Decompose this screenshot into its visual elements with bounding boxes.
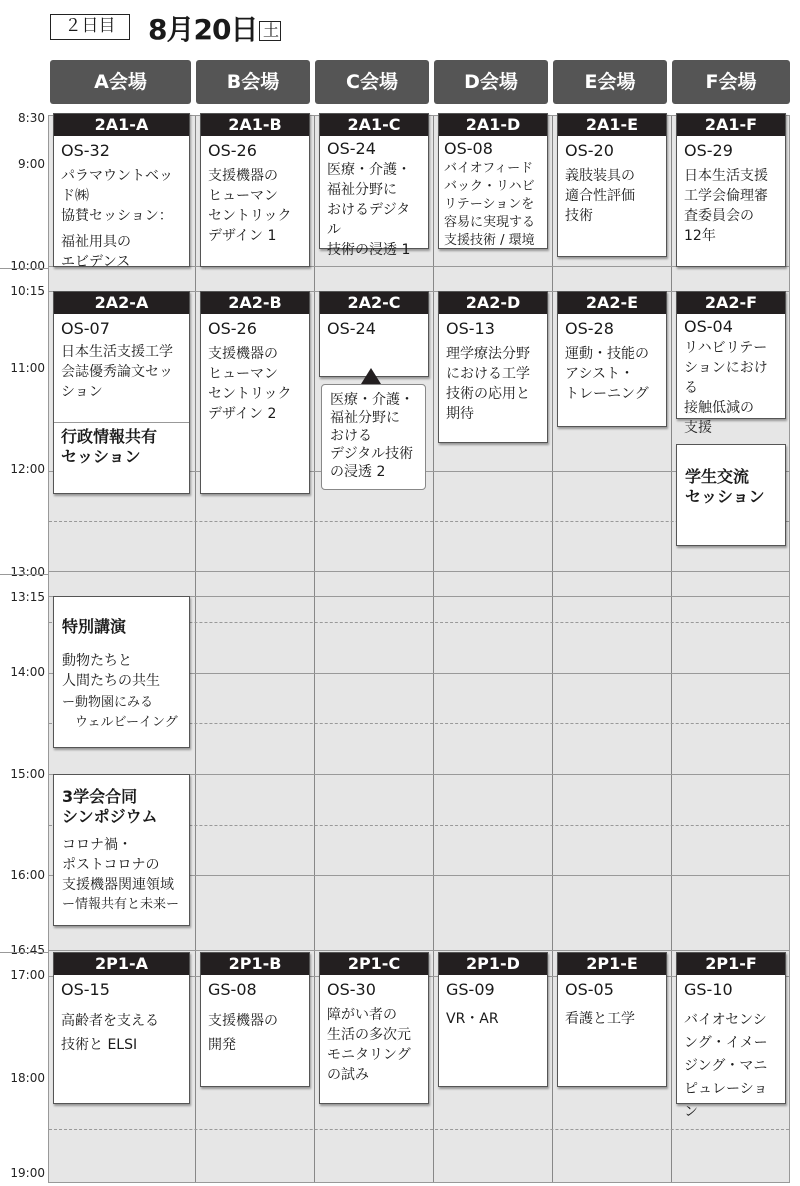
column-divider — [195, 116, 196, 1182]
time-label: 16:45 — [10, 943, 45, 957]
session-title: 障がい者の 生活の多次元 モニタリング の試み — [327, 1007, 411, 1083]
session-card-2A1-F[interactable] — [676, 113, 786, 267]
session-2A2-C-note: 医療・介護・ 福祉分野に おける デジタル技術 の浸透 2 — [321, 384, 426, 490]
session-title: 支援機器の ヒューマン セントリック デザイン 2 — [208, 346, 292, 422]
symposium-text: コロナ禍・ ポストコロナの 支援機器関連領域 — [62, 837, 174, 893]
session-code: OS-26 — [208, 319, 257, 338]
time-label: 18:00 — [10, 1071, 45, 1085]
session-id: 2P1-A — [54, 953, 189, 975]
session-code: GS-10 — [684, 980, 733, 999]
divider — [54, 422, 189, 423]
session-card-2A2-A[interactable] — [53, 291, 190, 494]
special-lecture-card[interactable] — [53, 596, 190, 748]
column-divider — [671, 116, 672, 1182]
session-title: 支援機器の 開発 — [208, 1013, 278, 1053]
hour-line — [49, 950, 789, 951]
session-id: 2A2-C — [320, 292, 428, 314]
session-code: OS-07 — [61, 319, 110, 338]
session-code: OS-24 — [327, 319, 376, 338]
session-card-2A1-D[interactable] — [438, 113, 548, 249]
session-card-2P1-F[interactable] — [676, 952, 786, 1120]
session-card-2P1-D[interactable] — [438, 952, 548, 1087]
session-id: 2P1-C — [320, 953, 428, 975]
time-label: 13:00 — [10, 565, 45, 579]
session-id: 2A2-B — [201, 292, 309, 314]
session-id: 2P1-E — [558, 953, 666, 975]
session-title: 日本生活支援 工学会倫理審 査委員会の 12年 — [684, 168, 768, 244]
date-title — [148, 8, 281, 48]
time-tick — [0, 952, 48, 953]
session-card-2A1-C[interactable] — [319, 113, 429, 258]
time-label: 17:00 — [10, 968, 45, 982]
session-code: OS-04 — [684, 317, 733, 336]
time-label: 12:00 — [10, 462, 45, 476]
session-title: VR・AR — [446, 1011, 499, 1027]
session-subtitle: 福祉用具の エビデンス — [61, 234, 131, 270]
hour-line — [49, 571, 789, 572]
session-id: 2A1-D — [439, 114, 547, 136]
session-code: OS-29 — [684, 141, 733, 160]
session-id: 2A2-E — [558, 292, 666, 314]
time-label: 8:30 — [18, 111, 45, 125]
special-lecture-title: 特別講演 — [62, 617, 127, 636]
session-card-2P1-E[interactable] — [557, 952, 667, 1087]
room-e: E会場 — [553, 60, 667, 104]
column-divider — [552, 116, 553, 1182]
room-a: A会場 — [50, 60, 191, 104]
session-title: バイオフィード バック・リハビ リテーションを 容易に実現する 支援技術 / 環境 — [444, 161, 536, 248]
time-label: 9:00 — [18, 157, 45, 171]
session-id: 2A2-F — [677, 292, 785, 314]
session-code: OS-15 — [61, 980, 110, 999]
symposium-card[interactable] — [53, 774, 190, 926]
student-session-title: 学生交流 セッション — [685, 467, 765, 506]
session-id: 2A1-C — [320, 114, 428, 136]
column-divider — [314, 116, 315, 1182]
session-title: リハビリテー ションにおける 接触低減の 支援 — [684, 340, 768, 436]
session-id: 2A1-F — [677, 114, 785, 136]
session-code: OS-20 — [565, 141, 614, 160]
symposium-title: 3学会合同 シンポジウム — [62, 787, 158, 826]
date-text: 8月20日 — [148, 13, 258, 46]
session-title: 医療・介護・ 福祉分野に おけるデジタル 技術の浸透 1 — [327, 162, 411, 258]
session-card-2A1-A[interactable] — [53, 113, 190, 270]
half-hour-line — [49, 1129, 789, 1130]
session-card-2A2-F[interactable] — [676, 291, 786, 436]
session-code: OS-30 — [327, 980, 376, 999]
session-card-2P1-C[interactable] — [319, 952, 429, 1104]
time-label: 13:15 — [10, 590, 45, 604]
student-session-card[interactable] — [676, 444, 786, 546]
room-d: D会場 — [434, 60, 548, 104]
time-tick — [0, 574, 48, 575]
session-id: 2P1-F — [677, 953, 785, 975]
session-code: OS-26 — [208, 141, 257, 160]
session-code: OS-08 — [444, 139, 493, 158]
session-id: 2A2-A — [54, 292, 189, 314]
session-code: OS-05 — [565, 980, 614, 999]
arrow-up-icon — [361, 368, 381, 384]
session-id: 2A2-D — [439, 292, 547, 314]
session-card-2A1-B[interactable] — [200, 113, 310, 267]
session-title: 支援機器の ヒューマン セントリック デザイン 1 — [208, 168, 292, 244]
session-id: 2P1-B — [201, 953, 309, 975]
session-card-2A1-E[interactable] — [557, 113, 667, 257]
session-title: 看護と工学 — [565, 1011, 635, 1027]
day-of-week: 土 — [259, 21, 281, 41]
column-divider — [433, 116, 434, 1182]
special-lecture-subtitle: ー動物園にみる ウェルビーイング — [62, 695, 178, 730]
session-card-2A2-C[interactable] — [319, 291, 429, 377]
room-f: F会場 — [672, 60, 790, 104]
session-card-2A2-B[interactable] — [200, 291, 310, 494]
session-id: 2A1-A — [54, 114, 189, 136]
time-label: 10:00 — [10, 259, 45, 273]
session-title: 高齢者を支える 技術と ELSI — [61, 1013, 159, 1053]
session-title: 運動・技能の アシスト・ トレーニング — [565, 346, 649, 402]
session-title: バイオセンシ ング・イメー ジング・マニ ピュレーション — [684, 1012, 768, 1120]
session-code: OS-13 — [446, 319, 495, 338]
symposium-subtitle: ー情報共有と未来ー — [62, 897, 180, 912]
session-title: 義肢装具の 適合性評価 技術 — [565, 168, 635, 224]
session-card-2P1-A[interactable] — [53, 952, 190, 1104]
special-lecture-text: 動物たちと 人間たちの共生 — [62, 653, 160, 689]
session-card-2P1-B[interactable] — [200, 952, 310, 1087]
session-id: 2A1-B — [201, 114, 309, 136]
time-label: 10:15 — [10, 284, 45, 298]
session-card-2A2-E[interactable] — [557, 291, 667, 427]
time-label: 16:00 — [10, 868, 45, 882]
session-code: OS-28 — [565, 319, 614, 338]
time-label: 11:00 — [10, 361, 45, 375]
time-label: 19:00 — [10, 1166, 45, 1180]
time-label: 14:00 — [10, 665, 45, 679]
day-label: ２日目 — [50, 14, 130, 40]
session-code: GS-08 — [208, 980, 257, 999]
session-title: パラマウントベッド㈱ 協賛セッション： — [61, 168, 173, 224]
time-tick — [0, 268, 48, 269]
gov-info-session-title: 行政情報共有 セッション — [61, 427, 158, 466]
session-id: 2A1-E — [558, 114, 666, 136]
session-id: 2P1-D — [439, 953, 547, 975]
session-title: 理学療法分野 における工学 技術の応用と 期待 — [446, 346, 530, 422]
room-c: C会場 — [315, 60, 429, 104]
session-code: GS-09 — [446, 980, 495, 999]
session-code: OS-32 — [61, 141, 110, 160]
session-card-2A2-D[interactable] — [438, 291, 548, 443]
session-title: 日本生活支援工学 会誌優秀論文セッ ション — [61, 344, 173, 400]
session-code: OS-24 — [327, 139, 376, 158]
time-label: 15:00 — [10, 767, 45, 781]
room-b: B会場 — [196, 60, 310, 104]
